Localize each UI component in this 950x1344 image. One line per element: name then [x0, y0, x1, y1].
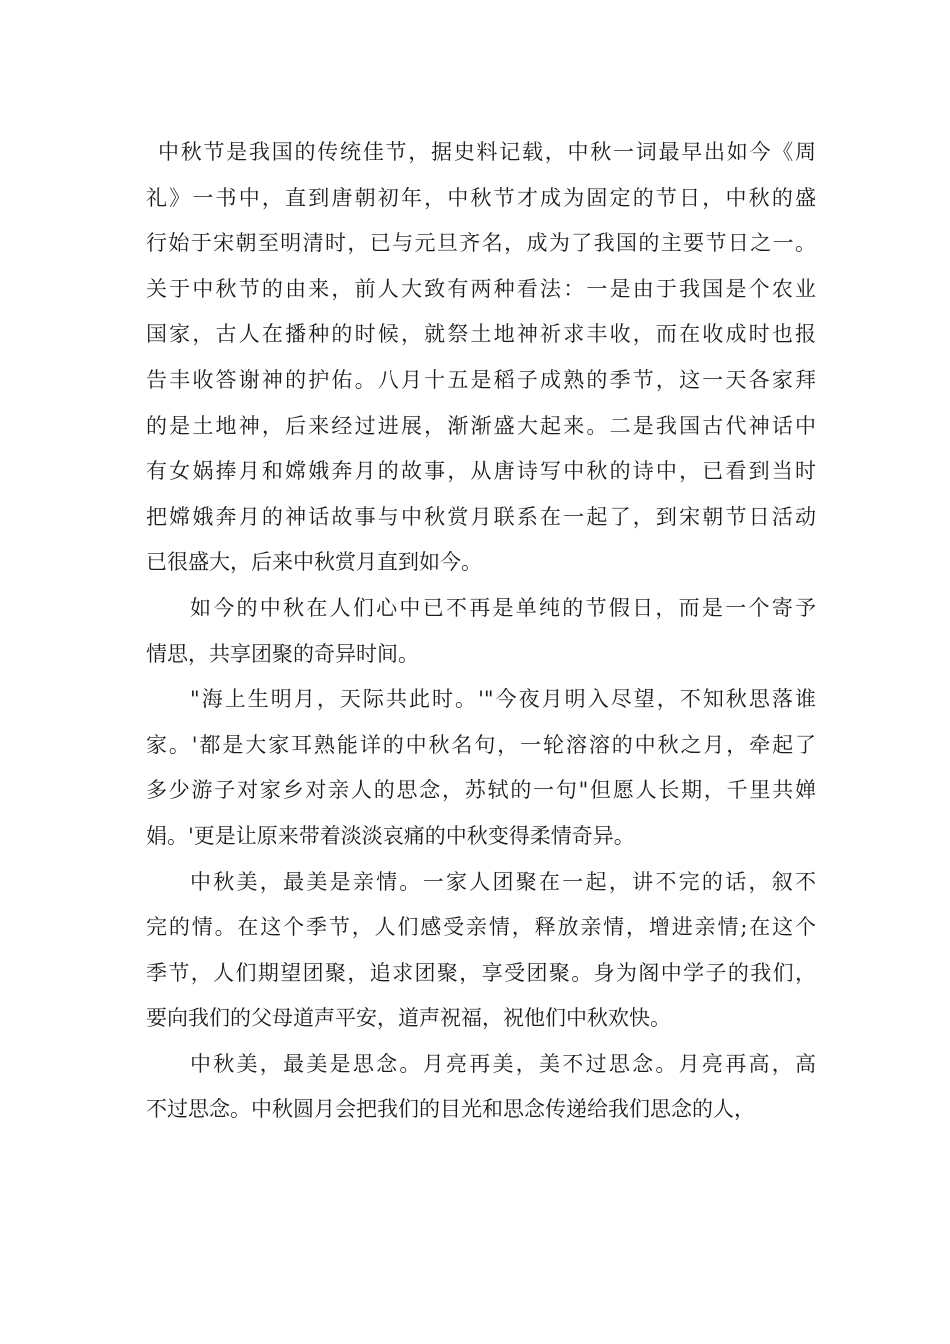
text-line: 娟。'更是让原来带着淡淡哀痛的中秋变得柔情奇异。: [146, 823, 635, 848]
paragraph-poems: [146, 677, 816, 859]
paragraph-today: [146, 586, 816, 677]
text-line: 不过思念。中秋圆月会把我们的目光和思念传递给我们思念的人，: [146, 1097, 755, 1122]
text-line: 家。'都是大家耳熟能详的中秋名句，一轮溶溶的中秋之月，牵起了: [146, 732, 816, 757]
paragraph-origin: [146, 130, 816, 586]
paragraph-family: [146, 860, 816, 1042]
text-line: 行始于宋朝至明清时，已与元旦齐名，成为了我国的主要节日之一。: [146, 231, 816, 256]
text-line: 的是土地神，后来经过进展，渐渐盛大起来。二是我国古代神话中: [146, 413, 816, 438]
text-line: 中秋美，最美是思念。月亮再美，美不过思念。月亮再高，高: [190, 1051, 816, 1076]
paragraph-longing: [146, 1042, 816, 1133]
text-line: 季节，人们期望团聚，追求团聚，享受团聚。身为阁中学子的我们，: [146, 960, 816, 985]
text-line: 国家，古人在播种的时候，就祭土地神祈求丰收，而在收成时也报: [146, 322, 816, 347]
text-line: "海上生明月，天际共此时。'"今夜月明入尽望，不知秋思落谁: [190, 687, 816, 712]
text-line: 如今的中秋在人们心中已不再是单纯的节假日，而是一个寄予: [190, 595, 816, 620]
text-line: 告丰收答谢神的护佑。八月十五是稻子成熟的季节，这一天各家拜: [146, 367, 816, 392]
text-line: 关于中秋节的由来，前人大致有两种看法：一是由于我国是个农业: [146, 276, 816, 301]
text-line: 多少游子对家乡对亲人的思念，苏轼的一句"但愿人长期，千里共婵: [146, 778, 816, 803]
text-line: 中秋美，最美是亲情。一家人团聚在一起，讲不完的话，叙不: [190, 869, 816, 894]
text-line: 礼》一书中，直到唐朝初年，中秋节才成为固定的节日，中秋的盛: [146, 185, 816, 210]
document-body: [146, 130, 816, 1133]
text-line: 完的情。在这个季节，人们感受亲情，释放亲情，增进亲情;在这个: [146, 915, 816, 940]
text-line: 已很盛大，后来中秋赏月直到如今。: [146, 550, 482, 575]
text-line: 情思，共享团聚的奇异时间。: [146, 641, 419, 666]
text-line: 把嫦娥奔月的神话故事与中秋赏月联系在一起了，到宋朝节日活动: [146, 504, 816, 529]
text-line: 有女娲捧月和嫦娥奔月的故事，从唐诗写中秋的诗中，已看到当时: [146, 459, 816, 484]
text-line: 中秋节是我国的传统佳节，据史料记载，中秋一词最早出如今《周: [158, 140, 816, 164]
text-line: 要向我们的父母道声平安，道声祝福，祝他们中秋欢快。: [146, 1006, 671, 1031]
